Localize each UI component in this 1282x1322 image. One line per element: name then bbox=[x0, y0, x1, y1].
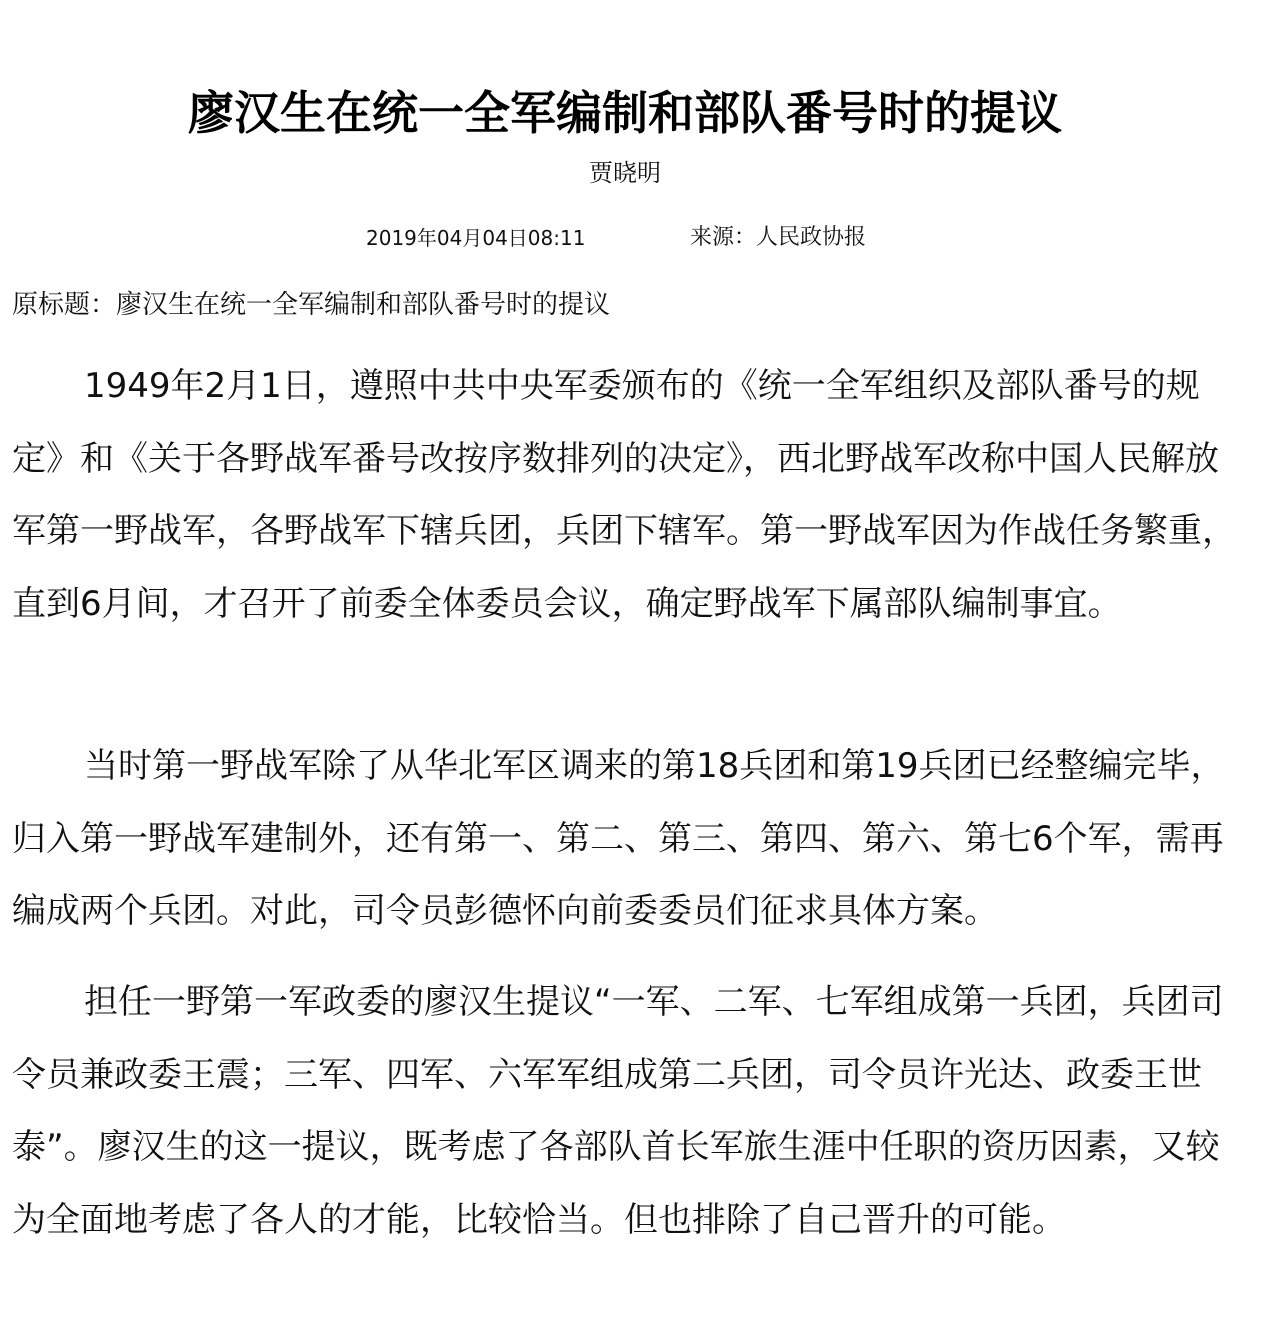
original-title: 原标题：廖汉生在统一全军编制和部队番号时的提议 bbox=[12, 290, 611, 320]
publish-date: 2019年04月04日08:11 bbox=[366, 226, 586, 250]
article-source: 来源：人民政协报 bbox=[690, 225, 867, 250]
paragraph: 1949年2月1日，遵照中共中央军委颁布的《统一全军组织及部队番号的规定》和《关于各野战军番号改按序数排列的决定》，西北野战军改称中国人民解放军第一野战军，各野战军下辖兵团，兵团下辖军。第一野战军因为作战任务繁重，直到6月间，才召开了前委全体委员会议，确定野战军下属部队编制事宜。 bbox=[12, 366, 1236, 624]
paragraph: 担任一野第一军政委的廖汉生提议“一军、二军、七军组成第一兵团，兵团司令员兼政委王震；三军、四军、六军军组成第二兵团，司令员许光达、政委王世泰”。廖汉生的这一提议，既考虑了各部队首长军旅生涯中任职的资历因素，又较为全面地考虑了各人的才能，比较恰当。但也排除了自己晋升的可能。 bbox=[12, 982, 1224, 1240]
paragraph: 当时第一野战军除了从华北军区调来的第18兵团和第19兵团已经整编完毕，归入第一野战军建制外，还有第一、第二、第三、第四、第六、第七6个军，需再编成两个兵团。对此，司令员彭德怀向前委委员们征求具体方案。 bbox=[12, 746, 1225, 931]
article-title: 廖汉生在统一全军编制和部队番号时的提议 bbox=[188, 85, 1062, 140]
article-meta bbox=[0, 222, 1250, 254]
article-author: 贾晓明 bbox=[589, 159, 661, 187]
